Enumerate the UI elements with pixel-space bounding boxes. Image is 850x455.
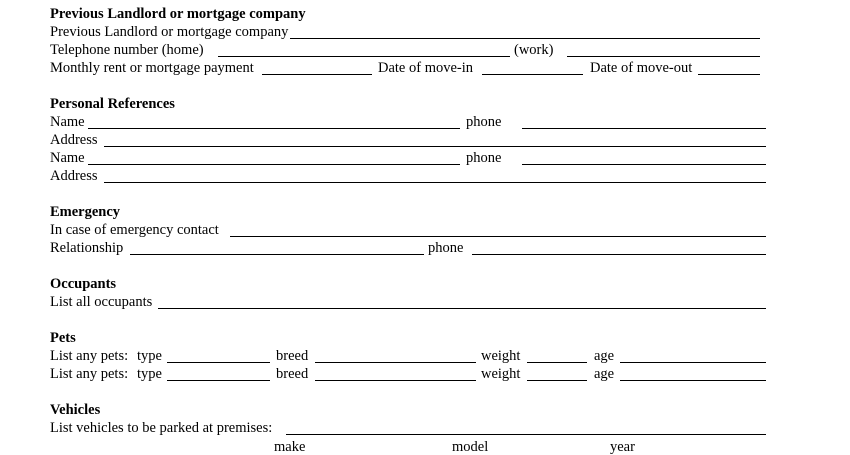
landlord-rent-field[interactable] — [262, 74, 372, 75]
landlord-company-field[interactable] — [290, 38, 760, 39]
emergency-contact-label: In case of emergency contact — [50, 222, 219, 238]
occupants-list-label: List all occupants — [50, 294, 153, 310]
landlord-phone-home-label: Telephone number (home) — [50, 42, 204, 58]
pet-2-age-label: age — [594, 366, 615, 382]
pet-1-weight-field[interactable] — [527, 362, 587, 363]
pet-2-type-label: type — [137, 366, 162, 382]
reference-1-address-label: Address — [50, 132, 98, 148]
pet-1-breed-label: breed — [276, 348, 309, 364]
reference-2-address-field[interactable] — [104, 182, 766, 183]
pet-1-weight-label: weight — [481, 348, 521, 364]
pet-1-breed-field[interactable] — [315, 362, 476, 363]
reference-2-phone-label: phone — [466, 150, 502, 166]
emergency-phone-field[interactable] — [472, 254, 766, 255]
reference-1-phone-field[interactable] — [522, 128, 766, 129]
pet-1-type-label: type — [137, 348, 162, 364]
pet-1-age-field[interactable] — [620, 362, 766, 363]
vehicles-list-field[interactable] — [286, 434, 766, 435]
reference-2-address-label: Address — [50, 168, 98, 184]
reference-1-name-label: Name — [50, 114, 85, 130]
landlord-company-label: Previous Landlord or mortgage company — [50, 24, 289, 40]
reference-1-phone-label: phone — [466, 114, 502, 130]
emergency-phone-label: phone — [428, 240, 464, 256]
reference-2-name-label: Name — [50, 150, 85, 166]
landlord-heading: Previous Landlord or mortgage company — [50, 6, 306, 22]
pet-1-type-field[interactable] — [167, 362, 270, 363]
references-heading: Personal References — [50, 96, 175, 112]
landlord-work-label: (work) — [514, 42, 554, 58]
emergency-contact-field[interactable] — [230, 236, 766, 237]
pet-2-weight-field[interactable] — [527, 380, 587, 381]
reference-2-name-field[interactable] — [88, 164, 460, 165]
landlord-rent-label: Monthly rent or mortgage payment — [50, 60, 254, 76]
emergency-relationship-label: Relationship — [50, 240, 124, 256]
vehicle-year-label: year — [610, 439, 635, 455]
landlord-move-out-field[interactable] — [698, 74, 760, 75]
pets-heading: Pets — [50, 330, 76, 346]
pet-2-age-field[interactable] — [620, 380, 766, 381]
vehicles-list-label: List vehicles to be parked at premises: — [50, 420, 273, 436]
emergency-heading: Emergency — [50, 204, 121, 220]
reference-1-name-field[interactable] — [88, 128, 460, 129]
landlord-phone-work-field[interactable] — [567, 56, 760, 57]
pet-1-list-label: List any pets: — [50, 348, 129, 364]
landlord-move-out-label: Date of move-out — [590, 60, 693, 76]
vehicle-model-label: model — [452, 439, 489, 455]
occupants-heading: Occupants — [50, 276, 117, 292]
pet-2-type-field[interactable] — [167, 380, 270, 381]
reference-2-phone-field[interactable] — [522, 164, 766, 165]
pet-2-breed-label: breed — [276, 366, 309, 382]
pet-2-list-label: List any pets: — [50, 366, 129, 382]
vehicle-make-label: make — [274, 439, 306, 455]
landlord-move-in-label: Date of move-in — [378, 60, 474, 76]
pet-2-breed-field[interactable] — [315, 380, 476, 381]
landlord-phone-home-field[interactable] — [218, 56, 510, 57]
occupants-list-field[interactable] — [158, 308, 766, 309]
emergency-relationship-field[interactable] — [130, 254, 424, 255]
landlord-move-in-field[interactable] — [482, 74, 583, 75]
pet-2-weight-label: weight — [481, 366, 521, 382]
pet-1-age-label: age — [594, 348, 615, 364]
reference-1-address-field[interactable] — [104, 146, 766, 147]
vehicles-heading: Vehicles — [50, 402, 101, 418]
